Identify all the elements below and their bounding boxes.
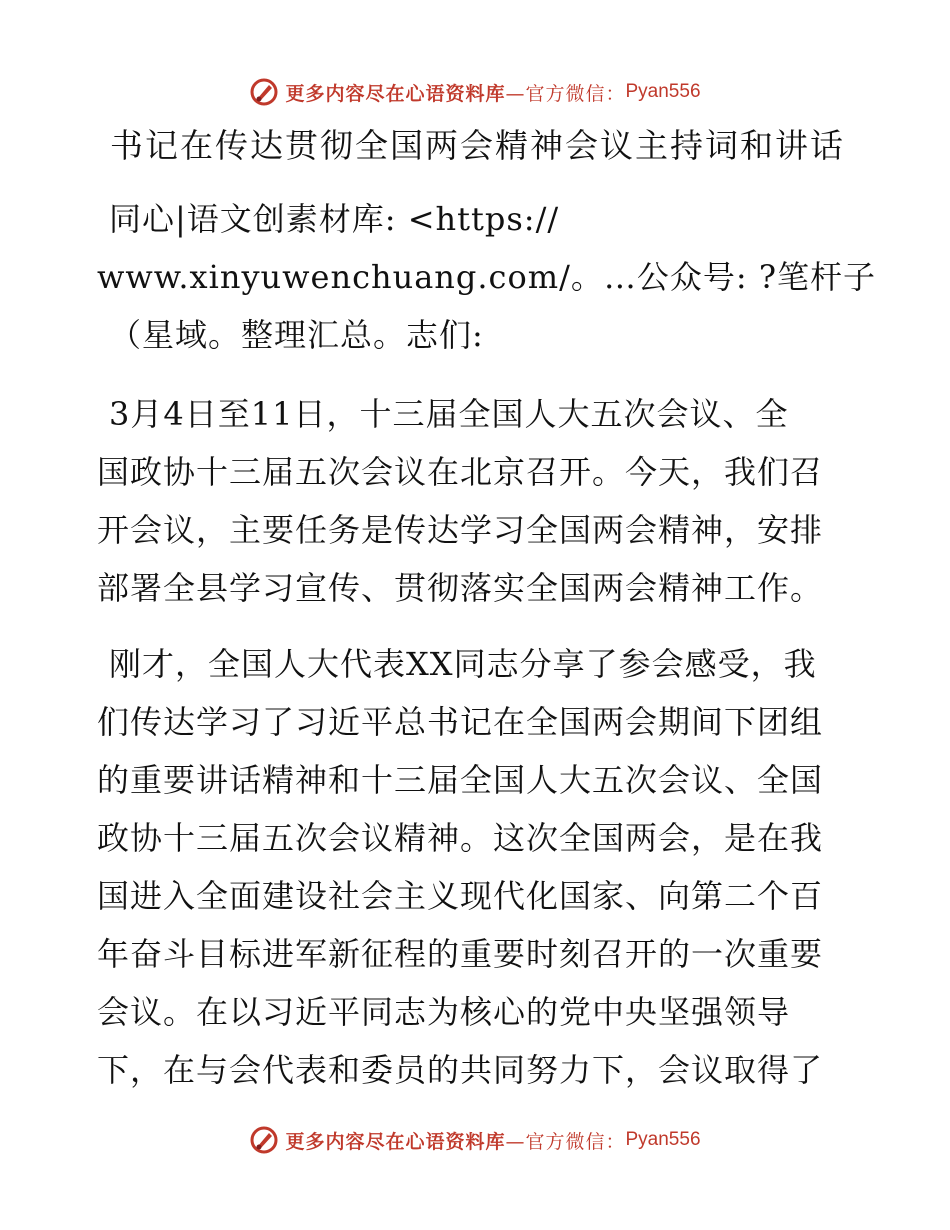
paragraph-line: 政协十三届五次会议精神。这次全国两会，是在我 — [97, 819, 824, 857]
pen-logo-icon — [249, 77, 279, 107]
banner-main-text: 更多内容尽在心语资料库 — [285, 82, 506, 105]
banner-wechat-id: Pyan556 — [625, 1129, 701, 1150]
body-paragraph-2 — [97, 635, 857, 1099]
paragraph-line: 3月4日至11日，十三届全国人大五次会议、全 — [109, 395, 789, 433]
paragraph-line: 刚才，全国人大代表XX同志分享了参会感受，我 — [109, 645, 817, 683]
paragraph-line: 会议。在以习近平同志为核心的党中央坚强领导 — [97, 993, 791, 1031]
banner-main-text: 更多内容尽在心语资料库 — [285, 1130, 506, 1153]
paragraph-line: 们传达学习了习近平总书记在全国两会期间下团组 — [97, 703, 824, 741]
source-paragraph — [97, 190, 876, 364]
body-paragraph-1 — [97, 385, 857, 617]
source-line: www.xinyuwenchuang.com/。…公众号: ?笔杆子 — [97, 258, 876, 296]
paragraph-line: 国政协十三届五次会议在北京召开。今天，我们召 — [97, 453, 824, 491]
banner-wechat-id: Pyan556 — [625, 81, 701, 102]
paragraph-line: 国进入全面建设社会主义现代化国家、向第二个百 — [97, 877, 824, 915]
banner-dash-text: —官方微信： — [505, 1130, 626, 1153]
pen-logo-icon — [249, 1125, 279, 1155]
paragraph-line: 下，在与会代表和委员的共同努力下，会议取得了 — [97, 1051, 824, 1089]
header-banner — [0, 72, 950, 112]
banner-dash-text: —官方微信： — [505, 82, 626, 105]
paragraph-line: 的重要讲话精神和十三届全国人大五次会议、全国 — [97, 761, 824, 799]
paragraph-line: 年奋斗目标进军新征程的重要时刻召开的一次重要 — [97, 935, 824, 973]
paragraph-line: 开会议，主要任务是传达学习全国两会精神，安排 — [97, 511, 824, 549]
footer-banner — [0, 1120, 950, 1160]
paragraph-line: 部署全县学习宣传、贯彻落实全国两会精神工作。 — [97, 569, 824, 607]
source-line: （星域。整理汇总。志们: — [109, 316, 484, 354]
document-title: 书记在传达贯彻全国两会精神会议主持词和讲话 — [110, 126, 845, 165]
source-line: 同心|语文创素材库: <https:// — [109, 200, 560, 238]
